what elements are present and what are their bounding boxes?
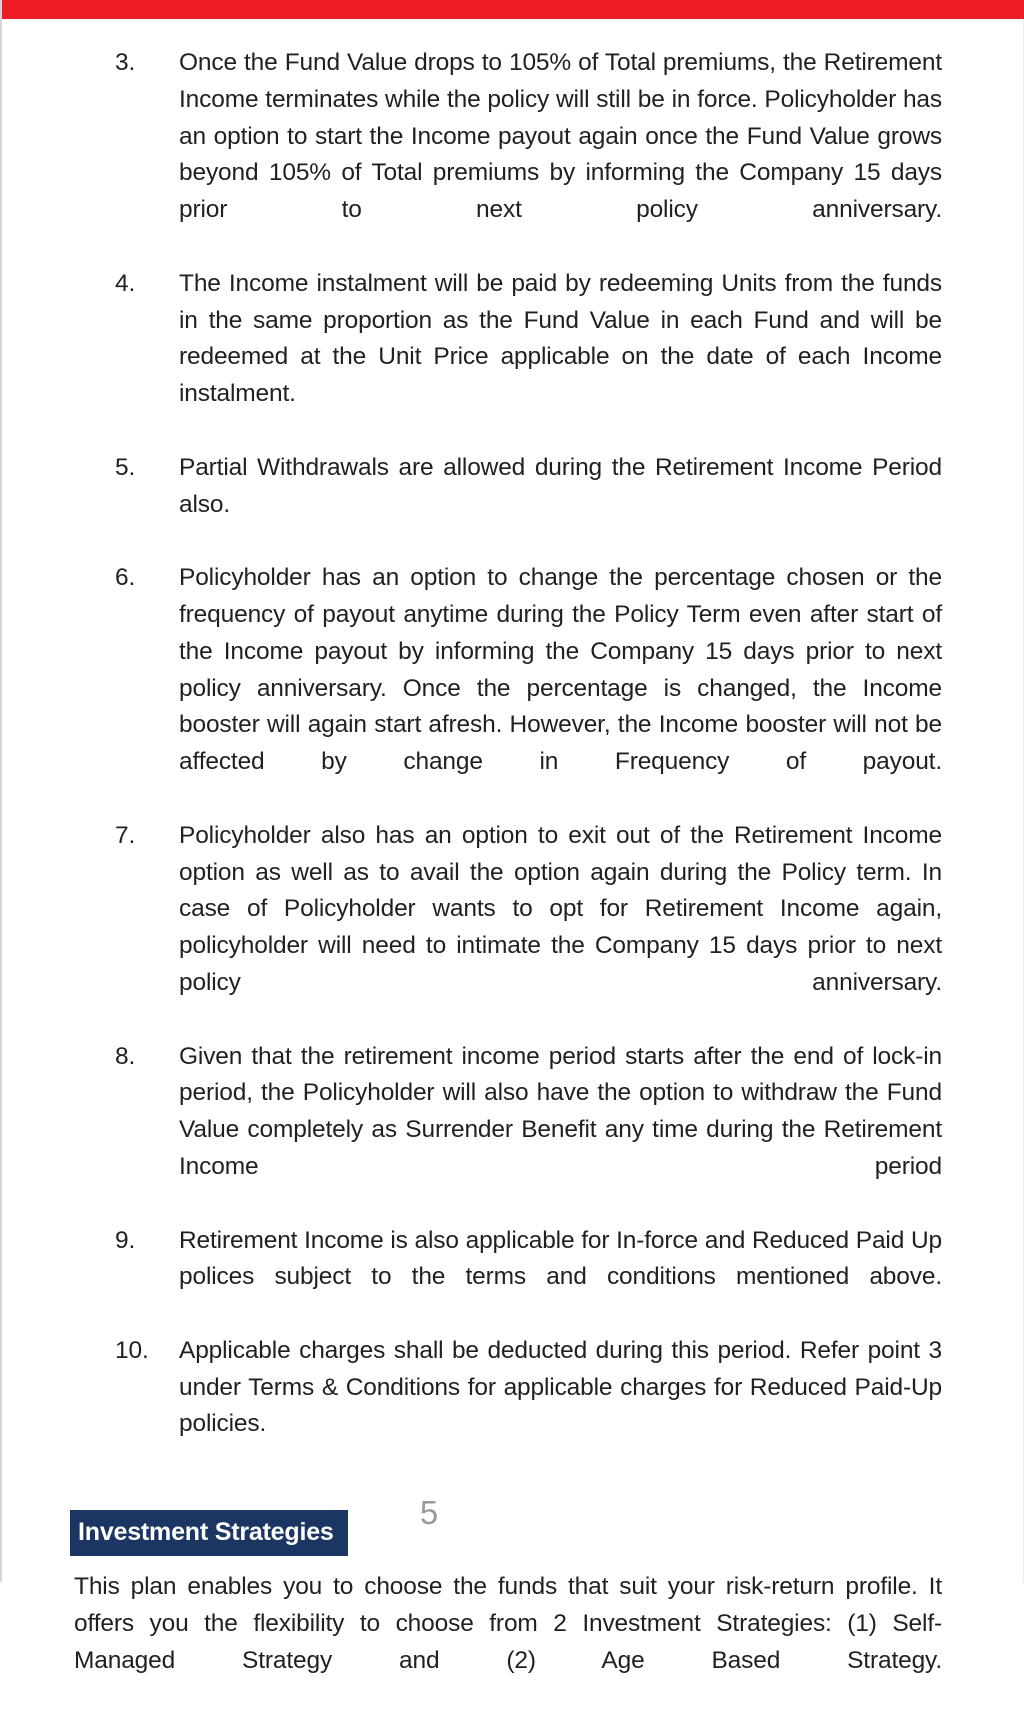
list-item-text: The Income instalment will be paid by redeeming Units from the funds in the same proportion as the Fund Value in each Fund and will be redeemed at the Unit Price applicable on the date of each Income instalment. — [179, 269, 942, 408]
list-item — [115, 450, 942, 560]
header-accent-bar — [2, 0, 1024, 19]
list-item — [115, 818, 942, 1039]
list-item-text: Given that the retirement income period starts after the end of lock-in period, the Policyholder will also have the option to withdraw the Fund Value completely as Surrender Benefit any time during the Retirement Income period — [179, 1042, 942, 1180]
list-item-number: 10. — [115, 1336, 149, 1364]
list-item-number: 7. — [115, 821, 136, 849]
page-content — [2, 45, 1024, 1716]
list-item — [115, 1223, 942, 1333]
investment-strategies-paragraph: This plan enables you to choose the funds that suit your risk-return profile. It offers you the flexibility to choose from 2 Investment Strategies: (1) Self-Managed Strategy and (2) Age Based Strategy. — [74, 1573, 942, 1675]
list-item-number: 4. — [115, 269, 136, 297]
list-item-number: 5. — [115, 453, 136, 481]
list-item-number: 6. — [115, 564, 136, 592]
list-item — [115, 560, 942, 818]
list-item-text: Retirement Income is also applicable for In-force and Reduced Paid Up polices subject to the terms and conditions mentioned above. — [179, 1226, 942, 1291]
list-item — [115, 1039, 942, 1223]
list-item-text: Policyholder also has an option to exit out of the Retirement Income option as well as to avail the option again during the Policy term. In case of Policyholder wants to opt for Retirement Income again, policyholder will need to intimate the Company 15 days prior to next policy anniversary. — [179, 821, 942, 996]
list-item-text: Once the Fund Value drops to 105% of Total premiums, the Retirement Income terminates while the policy will still be in force. Policyholder has an option to start the Income payout again once the Fund Value grows beyond 105% of Total premiums by informing the Company 15 days prior to next policy anniversary. — [179, 49, 942, 224]
list-item-text: Applicable charges shall be deducted during this period. Refer point 3 under Terms & Conditions for applicable charges for Reduced Paid-Up policies. — [179, 1336, 942, 1438]
list-item-number: 3. — [115, 49, 136, 76]
list-item-number: 9. — [115, 1226, 136, 1254]
list-item-number: 8. — [115, 1042, 136, 1070]
section-heading-investment-strategies: Investment Strategies — [70, 1510, 348, 1556]
list-item — [115, 1333, 942, 1480]
retirement-income-notes-list — [2, 45, 1024, 1480]
list-item — [115, 266, 942, 450]
page-number: 5 — [419, 1494, 439, 1531]
list-item-text: Policyholder has an option to change the percentage chosen or the frequency of payout anytime during the Policy Term even after start of the Income payout by informing the Company 15 days prior to next policy anniversary. Once the percentage is changed, the Income booster will again start afresh. However, the Income booster will not be affected by change in Frequency of payout. — [179, 564, 942, 776]
list-item-text: Partial Withdrawals are allowed during the Retirement Income Period also. — [179, 453, 942, 518]
list-item — [115, 45, 942, 266]
